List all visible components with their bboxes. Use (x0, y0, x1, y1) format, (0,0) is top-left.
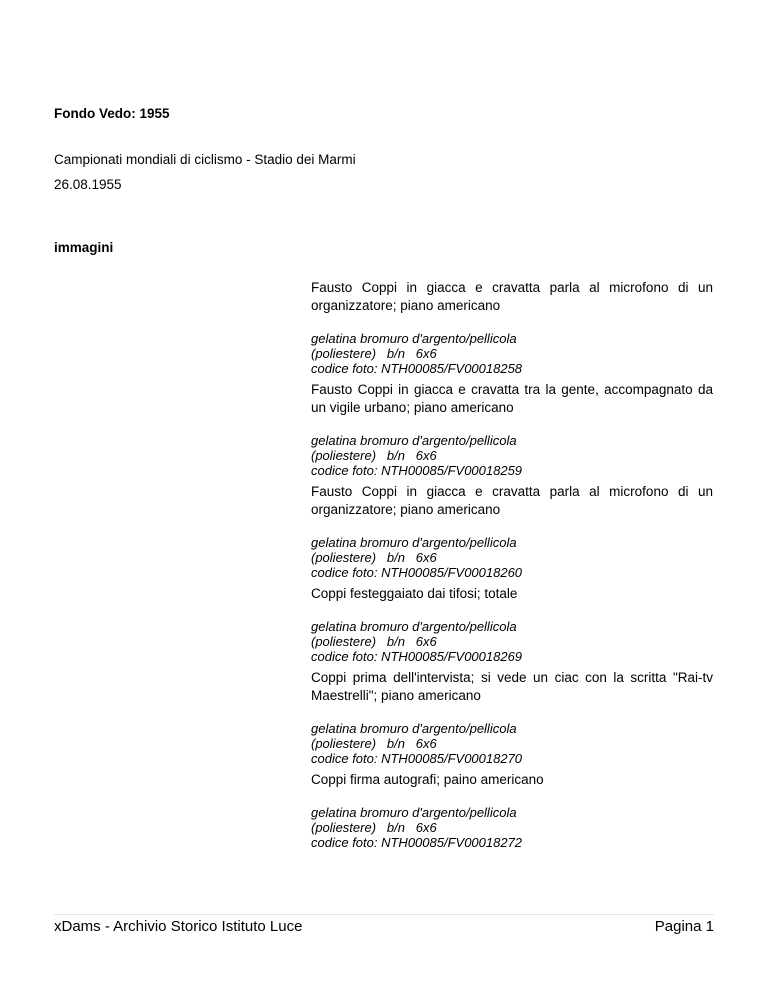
record-format: (poliestere) b/n 6x6 (311, 346, 437, 361)
record-metadata (311, 619, 713, 664)
record-technique: gelatina bromuro d'argento/pellicola (311, 535, 517, 550)
record-technique: gelatina bromuro d'argento/pellicola (311, 619, 517, 634)
record-technique: gelatina bromuro d'argento/pellicola (311, 433, 517, 448)
footer-page-number: Pagina 1 (654, 918, 714, 935)
footer-divider (54, 914, 714, 915)
record-metadata (311, 433, 713, 478)
record-description: Coppi firma autografi; paino americano (311, 772, 544, 787)
record-code: codice foto: NTH00085/FV00018259 (311, 463, 523, 478)
photo-record-list (311, 279, 713, 855)
record-code: codice foto: NTH00085/FV00018269 (311, 649, 523, 664)
event-title: Campionati mondiali di ciclismo - Stadio dei Marmi (54, 152, 356, 167)
record-metadata (311, 331, 713, 376)
photo-record (311, 771, 713, 850)
fondo-title: Fondo Vedo: 1955 (54, 106, 170, 121)
record-metadata (311, 805, 713, 850)
record-description: Coppi festeggaiato dai tifosi; totale (311, 586, 518, 601)
record-description: Coppi prima dell'intervista; si vede un ciac con la scritta "Rai-tv Maestrelli"; piano americano (311, 670, 713, 703)
record-format: (poliestere) b/n 6x6 (311, 820, 437, 835)
record-metadata (311, 535, 713, 580)
section-heading: immagini (54, 240, 114, 255)
record-format: (poliestere) b/n 6x6 (311, 550, 437, 565)
record-format: (poliestere) b/n 6x6 (311, 634, 437, 649)
record-code: codice foto: NTH00085/FV00018258 (311, 361, 523, 376)
footer-archive-name: xDams - Archivio Storico Istituto Luce (54, 918, 303, 935)
photo-record (311, 381, 713, 478)
record-metadata (311, 721, 713, 766)
photo-record (311, 279, 713, 376)
record-code: codice foto: NTH00085/FV00018260 (311, 565, 523, 580)
event-date: 26.08.1955 (54, 177, 122, 192)
record-code: codice foto: NTH00085/FV00018272 (311, 835, 523, 850)
photo-record (311, 483, 713, 580)
record-description: Fausto Coppi in giacca e cravatta parla al microfono di un organizzatore; piano americano (311, 280, 713, 313)
record-format: (poliestere) b/n 6x6 (311, 736, 437, 751)
record-description: Fausto Coppi in giacca e cravatta parla al microfono di un organizzatore; piano americano (311, 484, 713, 517)
record-description: Fausto Coppi in giacca e cravatta tra la gente, accompagnato da un vigile urbano; piano americano (311, 382, 713, 415)
record-format: (poliestere) b/n 6x6 (311, 448, 437, 463)
record-technique: gelatina bromuro d'argento/pellicola (311, 805, 517, 820)
record-technique: gelatina bromuro d'argento/pellicola (311, 721, 517, 736)
record-technique: gelatina bromuro d'argento/pellicola (311, 331, 517, 346)
photo-record (311, 669, 713, 766)
record-code: codice foto: NTH00085/FV00018270 (311, 751, 523, 766)
photo-record (311, 585, 713, 664)
